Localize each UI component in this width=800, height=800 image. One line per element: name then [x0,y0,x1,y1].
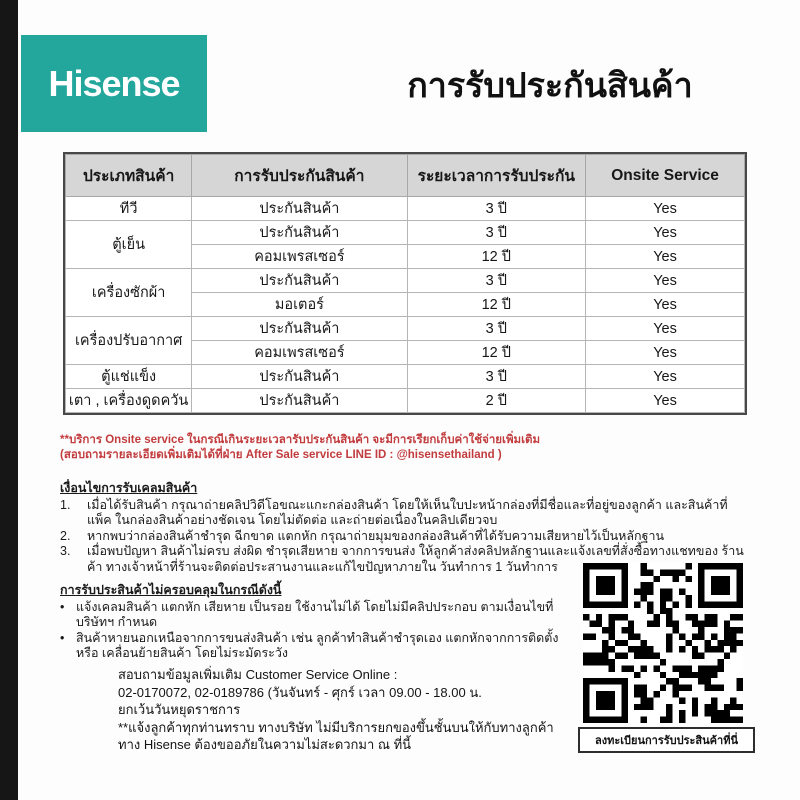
contact-line: **แจ้งลูกค้าทุกท่านทราบ ทางบริษัท ไม่มีบริการยกของขึ้นชั้นบนให้กับทางลูกค้า [118,719,554,735]
onsite-cell: Yes [586,389,745,413]
onsite-cell: Yes [586,221,745,245]
claim-conditions-section [60,481,750,576]
product-type-cell: ตู้เย็น [66,221,192,269]
contact-line: ยกเว้นวันหยุดราชการ [118,702,241,718]
qr-caption-box [578,727,755,753]
onsite-cell: Yes [586,365,745,389]
product-type-cell: เครื่องปรับอากาศ [66,317,192,365]
warranty-cell: คอมเพรสเซอร์ [192,341,407,365]
exclusions-section [60,583,575,662]
claim-item-text: หากพบว่ากล่องสินค้าชำรุด ฉีกขาด แตกหัก กรุณาถ่ายมุมของกล่องสินค้าที่ได้รับความเสียหายไว้เป็นหลักฐาน [87,528,665,543]
claim-item-number: 3. [60,544,71,559]
period-cell: 12 ปี [407,341,586,365]
warranty-cell: มอเตอร์ [192,293,407,317]
qr-code [583,563,743,723]
onsite-cell: Yes [586,341,745,365]
product-type-cell: ทีวี [66,197,192,221]
contact-line: 02-0170072, 02-0189786 (วันจันทร์ - ศุกร์ เวลา 09.00 - 18.00 น. [118,684,482,700]
bullet-marker: • [60,630,65,645]
page-title: การรับประกันสินค้า [407,67,693,105]
exclusions-heading: การรับประสินค้าไม่ครอบคลุมในกรณีดังนี้ [60,583,282,597]
warranty-cell: ประกันสินค้า [192,269,407,293]
period-cell: 3 ปี [407,365,586,389]
warranty-cell: ประกันสินค้า [192,317,407,341]
contact-line: ทาง Hisense ต้องขออภัยในความไม่สะดวกมา ณ ที่นี้ [118,737,412,753]
customer-service-block [118,666,588,754]
claim-conditions-heading: เงื่อนไขการรับเคลมสินค้า [60,481,198,495]
table-row [66,269,745,293]
warranty-table-body [66,197,745,413]
claim-item-number: 1. [60,497,71,512]
onsite-cell: Yes [586,293,745,317]
left-black-bar [0,0,18,800]
table-row [66,389,745,413]
product-type-cell: เครื่องซักผ้า [66,269,192,317]
table-row [66,221,745,245]
warranty-table [63,152,747,415]
exclusion-item [60,631,575,662]
table-row [66,197,745,221]
table-row [66,365,745,389]
onsite-note-line-2: (สอบถามรายละเอียดเพิ่มเติมได้ที่ฝ่าย After Sale service LINE ID : @hisensethailand ) [60,448,502,461]
product-type-cell: ตู้แช่แข็ง [66,365,192,389]
period-cell: 3 ปี [407,197,586,221]
claim-item-number: 2. [60,528,71,543]
column-header-onsite: Onsite Service [586,155,745,197]
warranty-cell: ประกันสินค้า [192,365,407,389]
hisense-logo [21,35,207,132]
claim-item-text: เมื่อพบปัญหา สินค้าไม่ครบ ส่งผิด ชำรุดเสียหาย จากการขนส่ง ให้ลูกค้าส่งคลิปหลักฐานและแจ้งเลขที่สั่งซื้อทางแชทของ ร้านค้า ทางเจ้าหน้าที่ร้านจะติดต่อประสานงานและแก้ไขปัญหาภายใน วันทำการ 1 วันทำการ [87,544,744,574]
period-cell: 12 ปี [407,293,586,317]
hisense-logo-text: Hisense [48,62,180,104]
bullet-marker: • [60,599,65,614]
onsite-cell: Yes [586,245,745,269]
warranty-cell: ประกันสินค้า [192,221,407,245]
warranty-cell: ประกันสินค้า [192,197,407,221]
period-cell: 3 ปี [407,317,586,341]
claim-condition-item [60,529,750,545]
period-cell: 2 ปี [407,389,586,413]
column-header-period: ระยะเวลาการรับประกัน [407,155,586,197]
period-cell: 3 ปี [407,221,586,245]
column-header-warranty: การรับประกันสินค้า [192,155,407,197]
exclusion-item-text: สินค้าหายนอกเหนือจากการขนส่งสินค้า เช่น ลูกค้าทำสินค้าชำรุดเอง แตกหักจากการติดตั้ง หรือ เคลื่อนย้ายสินค้า โดยไม่ระมัดระวัง [76,630,559,661]
period-cell: 12 ปี [407,245,586,269]
table-row [66,317,745,341]
product-type-cell: เตา , เครื่องดูดควัน [66,389,192,413]
onsite-cell: Yes [586,317,745,341]
exclusion-item-text: แจ้งเคลมสินค้า แตกหัก เสียหาย เป็นรอย ใช้งานไม่ได้ โดยไม่มีคลิปประกอบ ตามเงื่อนไขที่ บริษัทฯ กำหนด [76,599,554,630]
exclusion-item [60,600,575,631]
onsite-note-line-1: **บริการ Onsite service ในกรณีเกินระยะเวลารับประกันสินค้า จะมีการเรียกเก็บค่าใช้จ่ายเพิ่มเติม [60,434,541,446]
warranty-cell: คอมเพรสเซอร์ [192,245,407,269]
warranty-cell: ประกันสินค้า [192,389,407,413]
table-header-row [66,155,745,197]
period-cell: 3 ปี [407,269,586,293]
onsite-cell: Yes [586,197,745,221]
column-header-product-type: ประเภทสินค้า [66,155,192,197]
contact-line: สอบถามข้อมูลเพิ่มเติม Customer Service Online : [118,667,398,682]
onsite-service-note [60,433,720,462]
qr-caption-text: ลงทะเบียนการรับประสินค้าที่นี่ [595,735,738,747]
claim-item-text: เมื่อได้รับสินค้า กรุณาถ่ายคลิปวิดีโอขณะแกะกล่องสินค้า โดยให้เห็นใบปะหน้ากล่องที่มีชื่อและที่อยู่ของลูกค้า และสินค้าที่แพ็ค ในกล่องสินค้าอย่างชัดเจน โดยไม่ตัดต่อ และถ่ายต่อเนื่องในคลิปเดียวจบ [87,497,728,528]
claim-condition-item [60,498,750,529]
onsite-cell: Yes [586,269,745,293]
